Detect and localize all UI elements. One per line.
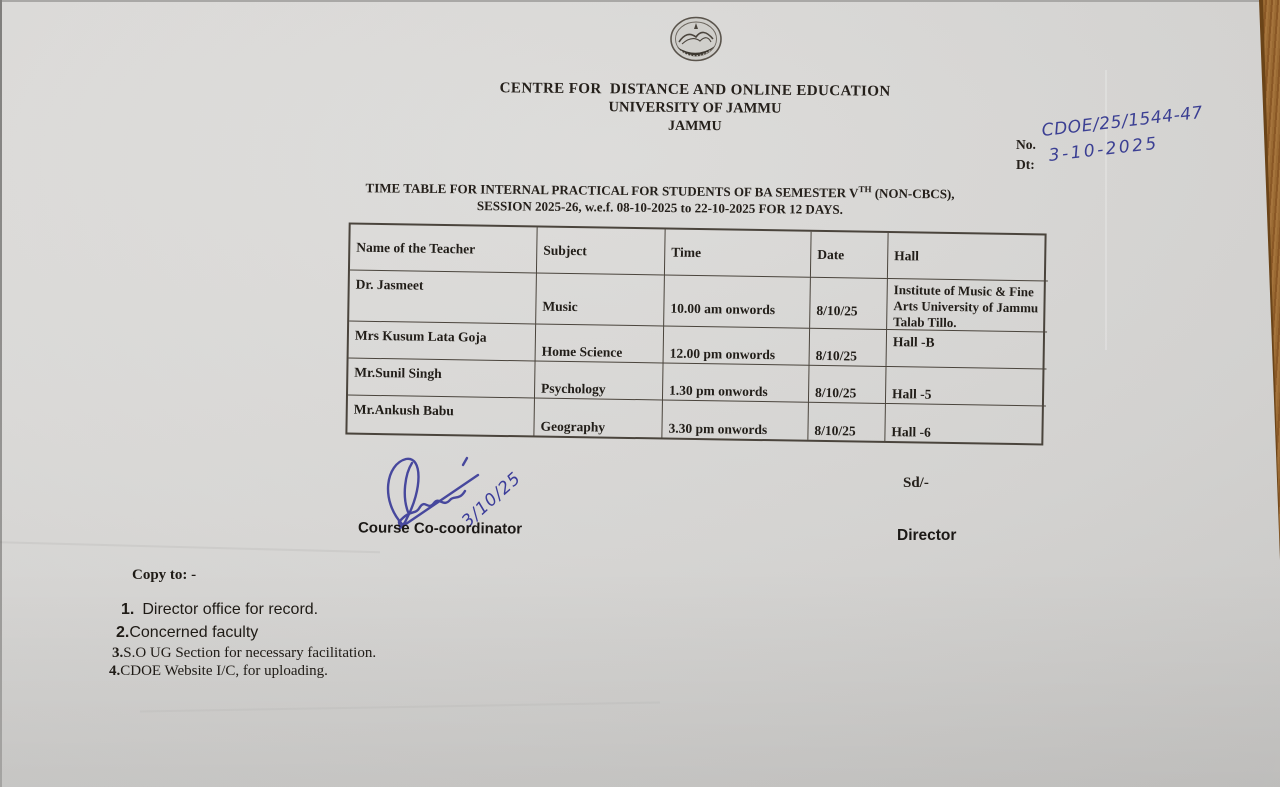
timetable — [345, 223, 1046, 446]
item-text: Concerned faculty — [129, 624, 259, 641]
hall-cell: Hall -B — [886, 329, 1048, 369]
time-cell: 3.30 pm onwords — [661, 399, 808, 439]
signature-date: 3/10/25 — [457, 468, 526, 532]
copy-to-item — [121, 601, 318, 619]
hall-cell: Hall -5 — [885, 366, 1047, 406]
copy-to-item — [109, 663, 328, 680]
paper-crease — [1105, 70, 1107, 350]
ref-date-value-handwritten: 3-10-2025 — [1047, 133, 1160, 166]
document-title — [299, 178, 1021, 220]
ref-no-value-handwritten: CDOE/25/1544-47 — [1040, 102, 1205, 141]
sd-label: Sd/- — [903, 475, 929, 491]
university-logo — [667, 14, 725, 66]
director-label: Director — [897, 527, 957, 544]
hall-cell: Hall -6 — [884, 403, 1046, 444]
hall-cell: Institute of Music & Fine Arts University of Jammu Talab Tillo. — [886, 278, 1048, 332]
title-line-1: TIME TABLE FOR INTERNAL PRACTICAL FOR STUDENTS OF BA SEMESTER VTH (NON-CBCS), — [365, 180, 955, 202]
subject-cell: Geography — [533, 397, 662, 437]
course-coordinator-label: Course Co-coordinator — [357, 519, 523, 538]
org-name: CENTRE FOR DISTANCE AND ONLINE EDUCATION — [499, 80, 891, 100]
copy-to-item — [112, 645, 376, 662]
letterhead — [480, 80, 910, 137]
photo-left-edge — [0, 0, 2, 787]
time-cell: 1.30 pm onwords — [662, 362, 809, 401]
org-university: UNIVERSITY OF JAMMU — [608, 99, 782, 117]
item-number: 4. — [109, 663, 121, 679]
column-header-hall: Hall — [887, 233, 1049, 281]
item-text: S.O UG Section for necessary facilitation. — [123, 645, 377, 661]
subject-cell: Psychology — [534, 360, 663, 399]
photo-top-edge — [0, 0, 1280, 2]
title-line-2: SESSION 2025-26, w.e.f. 08-10-2025 to 22-10-2025 FOR 12 DAYS. — [476, 198, 844, 218]
item-number: 1. — [121, 601, 135, 618]
time-cell: 10.00 am onwords — [663, 274, 810, 327]
paper-crease — [0, 541, 380, 553]
subject-cell: Home Science — [535, 323, 664, 362]
teacher-cell: Mr.Ankush Babu — [347, 395, 534, 436]
ref-no-label: No. — [1016, 137, 1036, 152]
column-header-date: Date — [810, 232, 888, 278]
ref-date-label: Dt: — [1016, 157, 1035, 172]
date-cell: 8/10/25 — [809, 277, 887, 329]
item-number: 3. — [112, 645, 124, 661]
item-text: CDOE Website I/C, for uploading. — [120, 663, 328, 679]
time-cell: 12.00 pm onwords — [663, 325, 810, 364]
column-header-teacher: Name of the Teacher — [356, 239, 476, 257]
date-cell: 8/10/25 — [808, 365, 886, 403]
copy-to-item — [116, 624, 258, 642]
copy-to-heading: Copy to: - — [132, 567, 197, 583]
column-header-subject: Subject — [536, 227, 665, 274]
date-cell: 8/10/25 — [807, 402, 885, 441]
org-city: JAMMU — [667, 118, 722, 135]
teacher-cell: Dr. Jasmeet — [349, 270, 536, 324]
item-number: 2. — [116, 624, 130, 641]
item-text: Director office for record. — [142, 601, 319, 618]
subject-cell: Music — [535, 272, 664, 325]
column-header-time: Time — [664, 229, 811, 276]
teacher-cell: Mr.Sunil Singh — [348, 358, 535, 398]
paper-crease — [140, 701, 660, 712]
date-cell: 8/10/25 — [809, 328, 887, 366]
teacher-cell: Mrs Kusum Lata Goja — [349, 321, 536, 361]
